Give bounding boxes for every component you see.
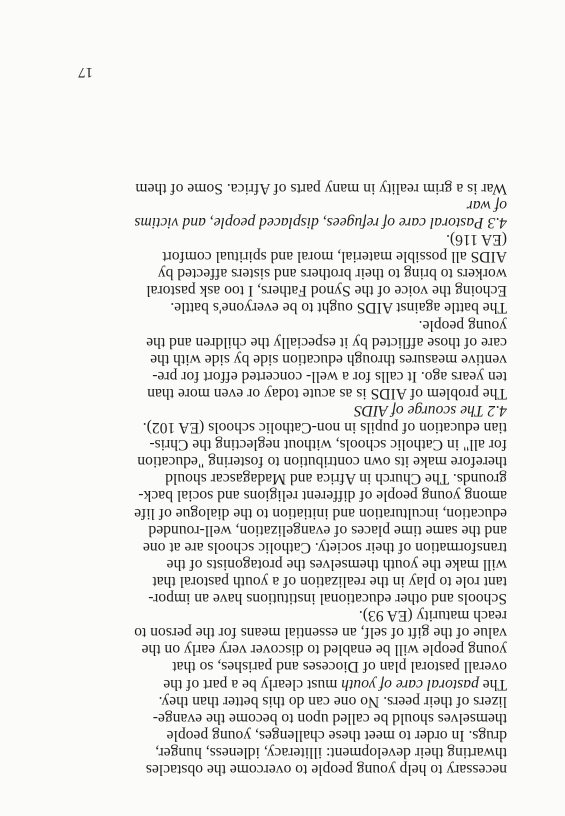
- paragraph-schools: [57, 419, 507, 607]
- text-line: reach maturity (EA 93).: [358, 607, 507, 625]
- text-line: overall pastoral plan of Dioceses and parishes, so that: [172, 658, 507, 676]
- text-line: The problem of AIDS is as acute today or even more than: [147, 384, 507, 402]
- text-line: workers to bring to their brothers and sisters affected by: [157, 265, 507, 283]
- paragraph-aids-battle: [57, 231, 507, 316]
- text-line: themselves should be called upon to become the evange-: [152, 709, 507, 727]
- text-line: transformation of their society. Catholic schools are at one: [142, 538, 507, 556]
- heading-text: of war: [466, 196, 507, 214]
- text-line: young people.: [418, 316, 507, 334]
- text-line: Schools and other educational institutions have an impor-: [148, 590, 507, 608]
- text-line: Echoing the voice of the Synod Fathers, I too ask pastoral: [146, 282, 507, 300]
- paragraph-aids-problem: [57, 316, 507, 401]
- text-line: tant role to play in the realization of a youth pastoral that: [152, 572, 507, 590]
- text-line: young people will be enabled to discover very early on the: [141, 641, 507, 659]
- text-line: grounds. The Church in Africa and Madagascar should: [165, 470, 507, 488]
- text-line: [57, 675, 507, 692]
- text-line: drugs. In order to meet these challenges, young people: [166, 726, 507, 744]
- text-line: education, inculturation and initiation to the dialogue of life: [134, 504, 507, 522]
- text-line: therefore make its own contribution to fostering "education: [137, 453, 507, 471]
- text-line: thwarting their development: illiteracy, idleness, hunger,: [155, 743, 507, 761]
- text-line: will make the youth themselves the protagonists of the: [166, 555, 507, 573]
- paragraph-pastoral-care-of-youth: [57, 607, 507, 692]
- heading-text: 4.3 Pastoral care of refugees, displaced people, and victims: [134, 214, 507, 231]
- text-line: War is a grim reality in many parts of Africa. Some of them: [135, 179, 507, 197]
- text-line: (EA 116).: [446, 231, 507, 249]
- text-line: value of the gift of self, an essential means for the person to: [134, 624, 507, 642]
- paragraph-obstacles: [57, 693, 507, 778]
- heading-text: 4.2 The scourge of AIDS: [354, 402, 507, 420]
- emphasis-text: pastoral care of youth: [341, 675, 479, 693]
- paragraph-war: [57, 180, 507, 197]
- text-line: among young people of different religions and social back-: [138, 487, 507, 505]
- text-run: The: [478, 675, 507, 693]
- text-line: tian education of pupils in non-Catholic schools (EA 102).: [142, 419, 507, 437]
- text-line: for all" in Catholic schools, without neglecting the Chris-: [149, 436, 507, 454]
- text-line: ten years ago. It calls for a well- concerted effort for pre-: [152, 367, 507, 385]
- text-line: The battle against AIDS ought to be everyone's battle.: [170, 299, 507, 317]
- section-heading-refugees: [57, 197, 507, 231]
- body-text: [57, 180, 507, 778]
- text-line: care of those afflicted by it especially the children and the: [146, 333, 507, 351]
- text-line: necessary to help young people to overcome the obstacles: [145, 761, 507, 778]
- section-heading-aids: [57, 402, 507, 419]
- text-line: AIDS all possible material, moral and spiritual comfort: [162, 248, 507, 266]
- text-run: must clearly be a part of the: [163, 675, 342, 693]
- text-line: ventive measures through education side by side with the: [150, 350, 507, 368]
- page-number: 17: [78, 64, 93, 80]
- text-line: and the same time places of evangelization, well-rounded: [148, 521, 507, 539]
- text-line: lizers of their peers. No one can do this better than they.: [158, 692, 507, 710]
